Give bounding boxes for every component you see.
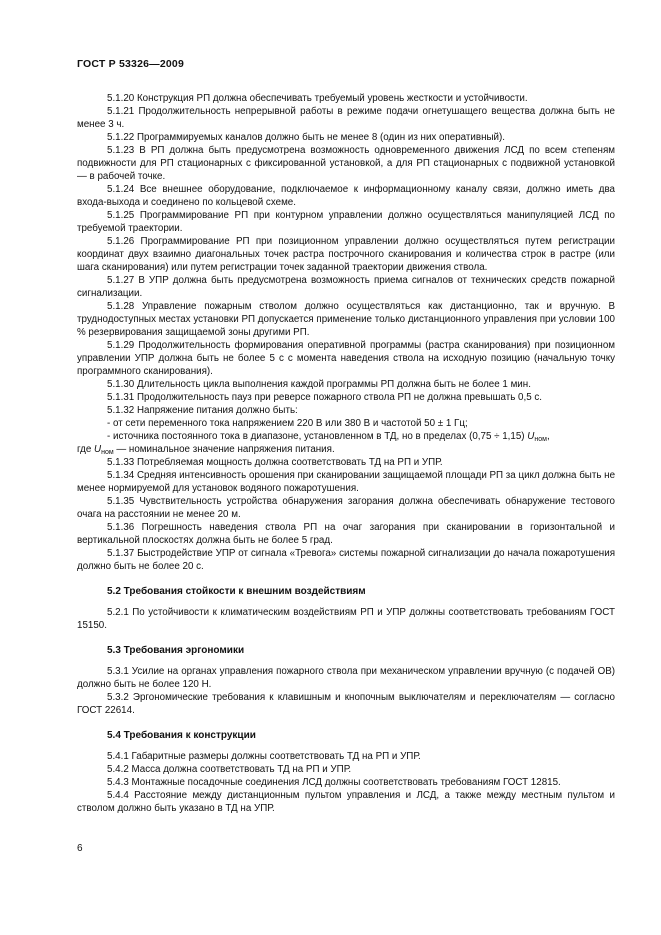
clause-5-1-28: 5.1.28 Управление пожарным стволом должно осуществляться как дистанционно, так и вручную. В труднодоступных местах установки РП допускается применение только дистанционного управления при условии 100 % резервирования защищаемой зоны другими РП. bbox=[77, 301, 615, 338]
clause-5-1-32: 5.1.32 Напряжение питания должно быть: bbox=[107, 405, 298, 416]
section-heading-5-3: 5.3 Требования эргономики bbox=[107, 645, 245, 656]
clause-5-3-1: 5.3.1 Усилие на органах управления пожарного ствола при механическом управлении вручную (с подачей ОВ) должно быть не более 120 Н. bbox=[77, 666, 615, 690]
clause-5-3-2: 5.3.2 Эргономические требования к клавишным и кнопочным выключателям и переключателям — согласно ГОСТ 22614. bbox=[77, 692, 615, 716]
clause-5-4-2: 5.4.2 Масса должна соответствовать ТД на РП и УПР. bbox=[107, 764, 352, 775]
clause-5-1-34: 5.1.34 Средняя интенсивность орошения при сканировании защищаемой площади РП за цикл должна быть не менее нормируемой для установок водяного пожаротушения. bbox=[77, 470, 616, 494]
voltage-subscript-2: ном bbox=[101, 449, 114, 456]
clause-5-1-32-dc-supply bbox=[77, 430, 615, 443]
clause-5-1-37: 5.1.37 Быстродействие УПР от сигнала «Тревога» системы пожарной сигнализации до начала пожаротушения должно быть не более 20 с. bbox=[77, 548, 615, 572]
page-number: 6 bbox=[77, 843, 83, 854]
dc-supply-text: - источника постоянного тока в диапазоне, установленном в ТД, но в пределах (0,75 ÷ 1,15) bbox=[107, 431, 528, 442]
clause-5-1-27: 5.1.27 В УПР должна быть предусмотрена возможность приема сигналов от технических средств пожарной сигнализации. bbox=[77, 275, 615, 299]
document-body bbox=[77, 92, 615, 815]
clause-5-1-22: 5.1.22 Программируемых каналов должно быть не менее 8 (один из них оперативный). bbox=[107, 132, 505, 143]
clause-5-1-29: 5.1.29 Продолжительность формирования оперативной программы (растра сканирования) при позиционном управлении УПР должна быть не более 5 с с момента наведения ствола на исходную позицию (начальную точку программного сканирования). bbox=[77, 340, 615, 377]
clause-5-1-32-ac-supply: - от сети переменного тока напряжением 220 В или 380 В и частотой 50 ± 1 Гц; bbox=[107, 418, 468, 429]
clause-5-1-30: 5.1.30 Длительность цикла выполнения каждой программы РП должна быть не более 1 мин. bbox=[107, 379, 531, 390]
clause-5-4-4: 5.4.4 Расстояние между дистанционным пультом управления и ЛСД, а также между местным пультом и стволом должно быть указано в ТД на УПР. bbox=[77, 790, 615, 814]
section-heading-5-2: 5.2 Требования стойкости к внешним воздействиям bbox=[107, 586, 366, 597]
clause-5-1-21: 5.1.21 Продолжительность непрерывной работы в режиме подачи огнетушащего вещества должна быть не менее 3 ч. bbox=[77, 106, 615, 130]
clause-5-1-35: 5.1.35 Чувствительность устройства обнаружения загорания должна обеспечивать обнаружение тестового очага на расстоянии не менее 20 м. bbox=[77, 496, 615, 520]
clause-5-1-31: 5.1.31 Продолжительность пауз при реверсе пожарного ствола РП не должна превышать 0,5 с. bbox=[107, 392, 543, 403]
clause-5-1-36: 5.1.36 Погрешность наведения ствола РП на очаг загорания при сканировании в горизонтальной и вертикальной плоскостях должна быть не более 5 град. bbox=[77, 522, 615, 546]
clause-5-4-3: 5.4.3 Монтажные посадочные соединения ЛСД должны соответствовать требованиям ГОСТ 12815. bbox=[107, 777, 561, 788]
voltage-symbol: U bbox=[527, 431, 535, 442]
where-word: где bbox=[77, 444, 95, 455]
voltage-subscript: ном bbox=[534, 436, 547, 443]
clause-5-2-1: 5.2.1 По устойчивости к климатическим воздействиям РП и УПР должны соответствовать требованиям ГОСТ 15150. bbox=[77, 607, 615, 631]
voltage-definition bbox=[77, 443, 615, 456]
clause-5-4-1: 5.4.1 Габаритные размеры должны соответствовать ТД на РП и УПР. bbox=[107, 751, 421, 762]
where-rest: — номинальное значение напряжения питания. bbox=[113, 444, 335, 455]
clause-5-1-25: 5.1.25 Программирование РП при контурном управлении должно осуществляться манипуляцией ЛСД по требуемой траектории. bbox=[77, 210, 615, 234]
voltage-symbol-2: U bbox=[94, 444, 102, 455]
section-heading-5-4: 5.4 Требования к конструкции bbox=[107, 730, 256, 741]
clause-5-1-20: 5.1.20 Конструкция РП должна обеспечивать требуемый уровень жесткости и устойчивости. bbox=[107, 93, 528, 104]
comma: , bbox=[546, 431, 550, 442]
clause-5-1-23: 5.1.23 В РП должна быть предусмотрена возможность одновременного движения ЛСД по всем степеням подвижности для РП стационарных с фиксированной установкой, а для РП стационарных с подвижной установкой — в рабочей точке. bbox=[77, 145, 615, 182]
clause-5-1-24: 5.1.24 Все внешнее оборудование, подключаемое к информационному каналу связи, должно иметь два входа-выхода и соединено по кольцевой схеме. bbox=[77, 184, 615, 208]
document-header: ГОСТ Р 53326—2009 bbox=[77, 58, 185, 70]
clause-5-1-26: 5.1.26 Программирование РП при позиционном управлении должно осуществляться путем регистрации координат двух взаимно диагональных точек растра построчного сканирования и количества строк в растре (или шага сканирования) или путем регистрации точек заданной траектории движения ствола. bbox=[77, 236, 615, 273]
clause-5-1-33: 5.1.33 Потребляемая мощность должна соответствовать ТД на РП и УПР. bbox=[107, 457, 443, 468]
